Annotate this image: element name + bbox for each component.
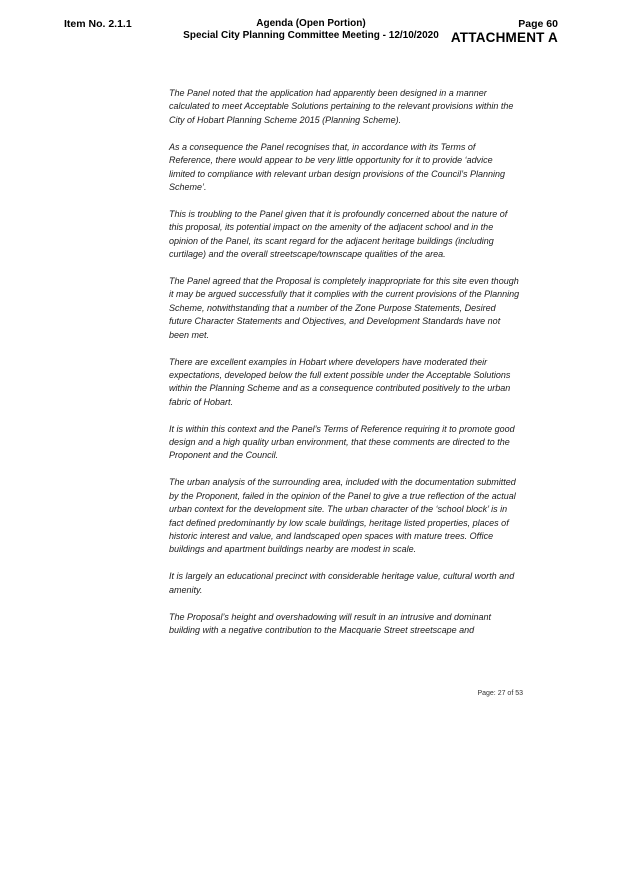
page-info xyxy=(451,18,558,45)
paragraph: The Proposal’s height and overshadowing will result in an intrusive and dominant building with a negative contribution to the Macquarie Street streetscape and xyxy=(169,611,492,635)
meeting-title: Special City Planning Committee Meeting - 12/10/2020 xyxy=(183,30,439,41)
paragraph: There are excellent examples in Hobart where developers have moderated their expectations, developed below the full extent possible under the Acceptable Solutions within the Planning Scheme and as a consequence contributed positively to the urban fabric of Hobart. xyxy=(169,356,511,407)
paragraph: The Panel agreed that the Proposal is completely inappropriate for this site even though it may be argued successfully that it complies with the current provisions of the Planning Scheme, notwithstanding that a number of the Zone Purpose Statements, Desired future Character Statements and Objectives, and Development Standards have not been met. xyxy=(169,275,520,340)
paragraph: The urban analysis of the surrounding area, included with the documentation submitted by the Proponent, failed in the opinion of the Panel to give a true reflection of the actual urban context for the development site. The urban character of the ‘school block’ is in fact defined predominantly by low scale buildings, heritage listed properties, places of historic interest and value, and landscaped open spaces with mature trees. Office buildings and apartment buildings nearby are modest in scale. xyxy=(169,477,516,555)
paragraph: It is within this context and the Panel’s Terms of Reference requiring it to promote good design and a high quality urban environment, that these comments are directed to the Proponent and the Council. xyxy=(169,423,515,461)
item-number: Item No. 2.1.1 xyxy=(64,18,132,30)
document-body xyxy=(169,87,521,651)
agenda-title: Agenda (Open Portion) xyxy=(256,18,366,29)
paragraph: It is largely an educational precinct with considerable heritage value, cultural worth and amenity. xyxy=(169,571,515,595)
agenda-heading xyxy=(150,18,472,42)
attachment-label: ATTACHMENT A xyxy=(450,30,558,45)
paragraph: As a consequence the Panel recognises that, in accordance with its Terms of Reference, there would appear to be very little opportunity for it to provide ‘advice limited to compliance with relevant urban design provisions of the Council’s Planning Scheme’. xyxy=(169,141,506,192)
paragraph: The Panel noted that the application had apparently been designed in a manner calculated to meet Acceptable Solutions pertaining to the relevant provisions within the City of Hobart Planning Scheme 2015 (Planning Scheme). xyxy=(169,88,514,125)
paragraph: This is troubling to the Panel given that it is profoundly concerned about the nature of this proposal, its potential impact on the amenity of the adjacent school and in the opinion of the Panel, its scant regard for the adjacent heritage buildings (including curtilage) and the overall streetscape/townscape qualities of the area. xyxy=(169,208,508,260)
page-number: Page 60 xyxy=(518,18,558,30)
page-header xyxy=(0,0,622,50)
footer-page-number: Page: 27 of 53 xyxy=(477,690,523,697)
